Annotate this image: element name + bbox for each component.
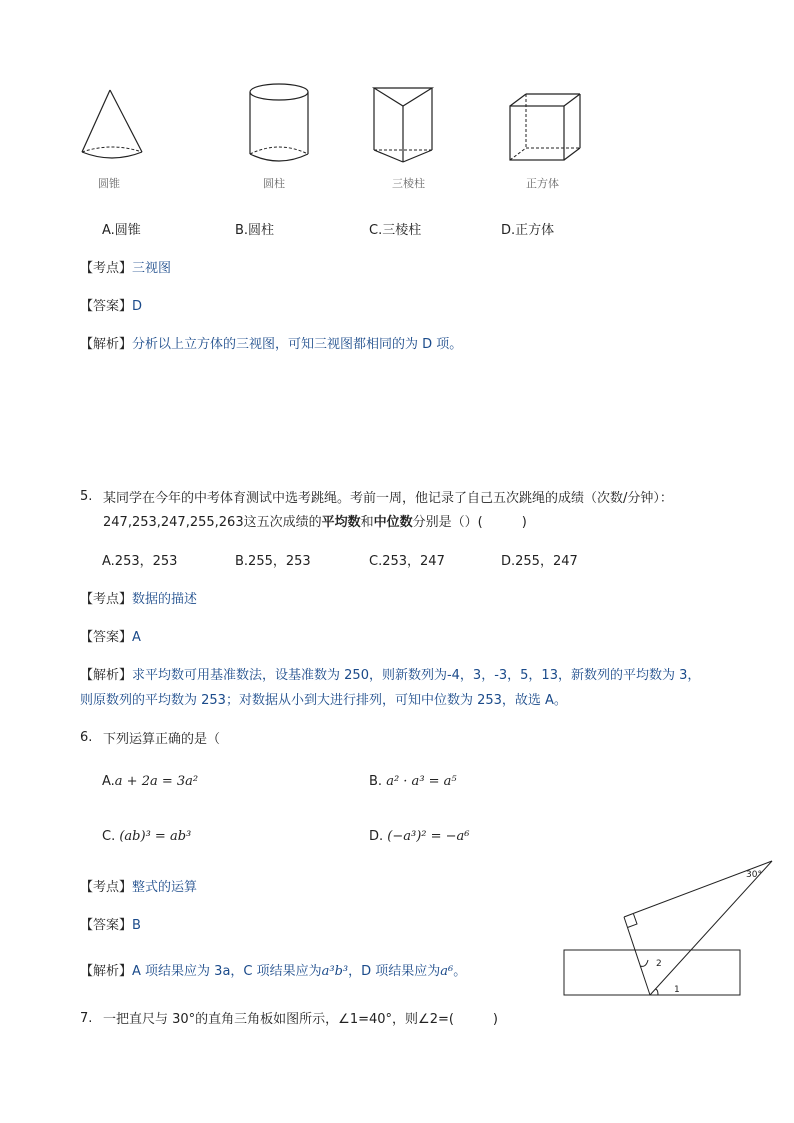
q6-option-c: [102, 829, 191, 844]
q5-option-d: D.255，247: [501, 554, 578, 569]
q6-analysis-math2: a⁶: [440, 964, 454, 979]
q5-analysis-line1: 求平均数可用基准数法，设基准数为 250，则新数列为-4，3，-3，5，13，新数列的平均数为 3，: [132, 668, 701, 683]
q4-analysis-text: 分析以上立方体的三视图，可知三视图都相同的为 D 项。: [132, 337, 463, 352]
fig-label-1: 1: [674, 985, 680, 995]
q6-option-b: [369, 774, 457, 789]
cylinder-caption: 圆柱: [263, 177, 285, 190]
q7-number: 7.: [80, 1011, 93, 1026]
angle2-arc: [640, 960, 648, 966]
triangle-short-leg: [624, 917, 650, 995]
q5-analysis-label: 【解析】: [80, 668, 133, 683]
ruler-triangle-figure: [560, 856, 780, 1002]
q4-answer: [80, 295, 142, 314]
q5-number: 5.: [80, 489, 93, 504]
q5-stem-bold1: 平均数: [321, 515, 361, 530]
q5-stem-post: 分别是（）( ): [412, 515, 527, 530]
angle1-arc: [655, 989, 658, 995]
q5-option-a: A.253，253: [102, 554, 178, 569]
q6-analysis-math1: a³b³: [321, 964, 349, 979]
right-angle-mark: [628, 914, 638, 928]
q4-option-a: A.圆锥: [102, 223, 141, 238]
triangle-hypotenuse: [650, 861, 772, 995]
q6-answer: [80, 914, 141, 933]
q6-option-b-math: a² · a³ = a⁵: [386, 774, 457, 789]
prism-figure: [370, 84, 440, 166]
q6-option-d-label: D.: [369, 829, 384, 844]
fig-angle-30: 30°: [746, 870, 762, 880]
q5-kaodian-value: 数据的描述: [132, 592, 198, 607]
ruler-rect: [564, 950, 740, 995]
q4-answer-value: D: [132, 299, 143, 314]
cube-caption: 正方体: [526, 177, 559, 190]
q5-kaodian-label: 【考点】: [80, 592, 133, 607]
q5-answer-label: 【答案】: [80, 630, 133, 645]
q5-answer: [80, 626, 141, 645]
q6-option-b-label: B.: [369, 774, 383, 789]
q4-kaodian-value: 三视图: [132, 261, 172, 276]
q6-kaodian-label: 【考点】: [80, 880, 133, 895]
q6-analysis: [80, 960, 466, 979]
q4-option-c: C.三棱柱: [369, 223, 422, 238]
q6-option-c-label: C.: [102, 829, 116, 844]
q5-stem-bold2: 中位数: [373, 515, 413, 530]
q6-analysis-mid: ，D 项结果应为: [348, 964, 441, 979]
fig-label-2: 2: [656, 959, 662, 969]
cylinder-figure: [246, 82, 316, 166]
q6-answer-value: B: [132, 918, 141, 933]
q4-kaodian: [80, 257, 171, 276]
q5-answer-value: A: [132, 630, 141, 645]
q6-kaodian: [80, 876, 197, 895]
q5-analysis-line2: 则原数列的平均数为 253；对数据从小到大进行排列，可知中位数为 253，故选 A。: [80, 693, 567, 708]
q4-option-b: B.圆柱: [235, 223, 275, 238]
q6-kaodian-value: 整式的运算: [132, 880, 198, 895]
q5-stem-mid: 和: [360, 515, 374, 530]
q6-option-d-math: (−a³)² = −a⁶: [387, 829, 470, 844]
q6-option-a-label: A.: [102, 774, 115, 789]
q6-option-a: [102, 774, 198, 789]
q4-analysis: [80, 333, 462, 352]
q6-option-a-math: a + 2a = 3a²: [114, 774, 199, 789]
q5-stem-line1: 某同学在今年的中考体育测试中选考跳绳。考前一周，他记录了自己五次跳绳的成绩（次数/分钟）：: [103, 491, 673, 506]
q5-stem-line2: [103, 511, 527, 530]
q6-option-d: [369, 829, 470, 844]
cube-figure: [506, 90, 586, 166]
q5-option-b: B.255，253: [235, 554, 311, 569]
prism-caption: 三棱柱: [392, 177, 425, 190]
q4-option-d: D.正方体: [501, 223, 555, 238]
q6-analysis-end: 。: [453, 964, 467, 979]
q5-analysis: [80, 664, 700, 683]
q7-stem: 一把直尺与 30°的直角三角板如图所示，∠1=40°，则∠2=( ): [103, 1012, 498, 1027]
q6-analysis-label: 【解析】: [80, 964, 133, 979]
q6-option-c-math: (ab)³ = ab³: [119, 829, 192, 844]
q5-stem-pre: 247,253,247,255,263这五次成绩的: [103, 515, 322, 530]
cone-caption: 圆锥: [98, 177, 120, 190]
q4-analysis-label: 【解析】: [80, 337, 133, 352]
q6-number: 6.: [80, 730, 93, 745]
cone-figure: [78, 86, 148, 166]
q6-stem: 下列运算正确的是（: [103, 732, 221, 747]
q6-analysis-pre: A 项结果应为 3a，C 项结果应为: [132, 964, 322, 979]
q4-answer-label: 【答案】: [80, 299, 133, 314]
q5-kaodian: [80, 588, 197, 607]
q5-option-c: C.253，247: [369, 554, 445, 569]
q6-answer-label: 【答案】: [80, 918, 133, 933]
q4-kaodian-label: 【考点】: [80, 261, 133, 276]
